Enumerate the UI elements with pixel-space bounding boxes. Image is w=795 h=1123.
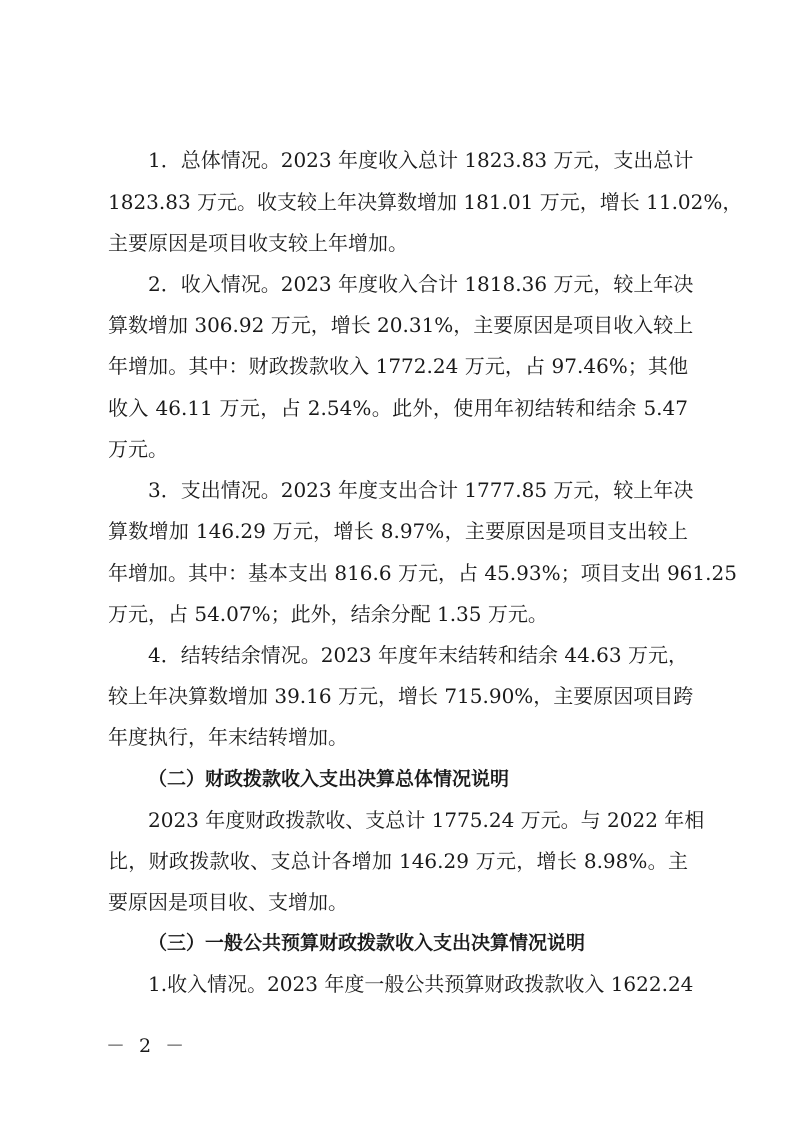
body-text-line: 要原因是项目收、支增加。 xyxy=(108,890,348,914)
body-text-line: 万元，占 54.07%；此外，结余分配 1.35 万元。 xyxy=(108,602,548,626)
body-text-line: 1.收入情况。2023 年度一般公共预算财政拨款收入 1622.24 xyxy=(148,972,694,996)
body-text-line: 1823.83 万元。收支较上年决算数增加 181.01 万元，增长 11.02%， xyxy=(108,190,743,214)
section-heading: （三）一般公共预算财政拨款收入支出决算情况说明 xyxy=(148,932,586,954)
body-text-line: 较上年决算数增加 39.16 万元，增长 715.90%，主要原因项目跨 xyxy=(108,684,694,708)
body-text-line: 年增加。其中：基本支出 816.6 万元，占 45.93%；项目支出 961.25 xyxy=(108,561,737,585)
body-text-line: 算数增加 146.29 万元，增长 8.97%，主要原因是项目支出较上 xyxy=(108,519,688,543)
body-text-line: 万元。 xyxy=(108,437,168,461)
body-text-line: 2023 年度财政拨款收、支总计 1775.24 万元。与 2022 年相 xyxy=(148,808,705,832)
body-text-line: 收入 46.11 万元，占 2.54%。此外，使用年初结转和结余 5.47 xyxy=(108,396,688,420)
body-text-line: 3．支出情况。2023 年度支出合计 1777.85 万元，较上年决 xyxy=(148,478,694,502)
body-text-line: 算数增加 306.92 万元，增长 20.31%，主要原因是项目收入较上 xyxy=(108,313,694,337)
body-text-line: 年增加。其中：财政拨款收入 1772.24 万元，占 97.46%；其他 xyxy=(108,354,688,378)
page-number: － 2 － xyxy=(106,1035,189,1057)
body-text-line: 1．总体情况。2023 年度收入总计 1823.83 万元，支出总计 xyxy=(148,148,694,172)
body-text-line: 4．结转结余情况。2023 年度年末结转和结余 44.63 万元， xyxy=(148,643,688,667)
body-text-line: 年度执行，年末结转增加。 xyxy=(108,725,348,749)
body-text-line: 主要原因是项目收支较上年增加。 xyxy=(108,231,408,255)
body-text-line: 比，财政拨款收、支总计各增加 146.29 万元，增长 8.98%。主 xyxy=(108,849,688,873)
section-heading: （二）财政拨款收入支出决算总体情况说明 xyxy=(148,768,510,790)
body-text-line: 2．收入情况。2023 年度收入合计 1818.36 万元，较上年决 xyxy=(148,272,694,296)
